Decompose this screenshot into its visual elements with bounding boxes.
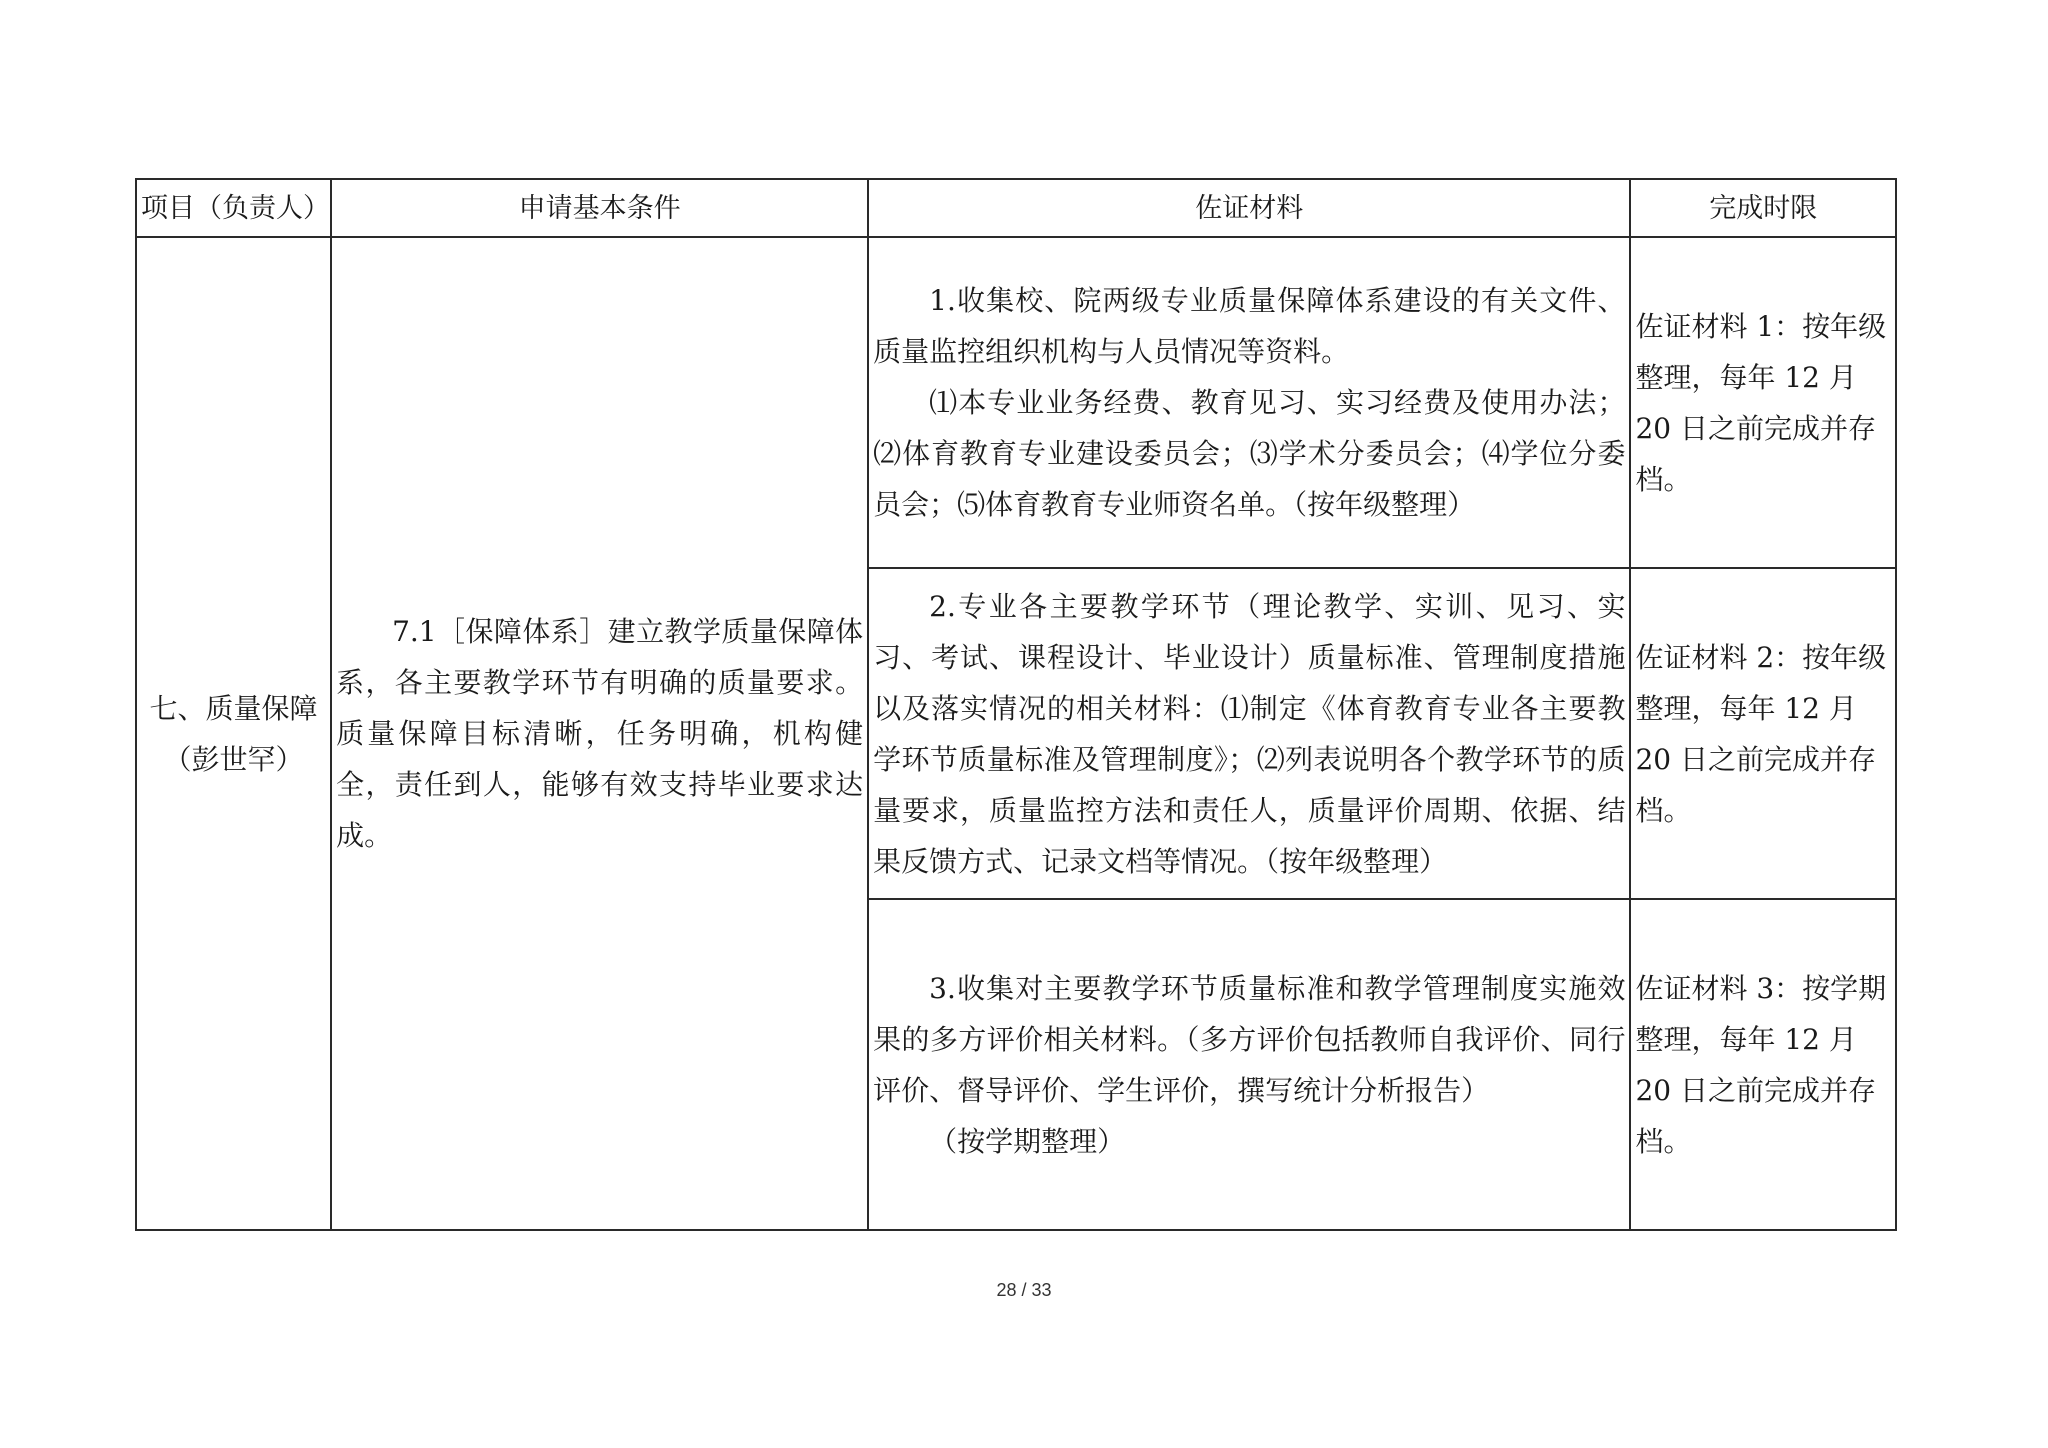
- project-cell: [136, 237, 331, 1230]
- header-condition: 申请基本条件: [331, 179, 868, 237]
- deadline-3-text: 佐证材料 3：按学期整理，每年 12 月 20 日之前完成并存档。: [1635, 971, 1887, 1158]
- evidence-cell-1: [868, 237, 1630, 568]
- evidence-1-detail: ⑴本专业业务经费、教育见习、实习经费及使用办法；⑵体育教育专业建设委员会；⑶学术分委员会；⑷学位分委员会；⑸体育教育专业师资名单。（按年级整理）: [873, 386, 1626, 521]
- evidence-1-intro: 1.收集校、院两级专业质量保障体系建设的有关文件、质量监控组织机构与人员情况等资料。: [873, 284, 1626, 368]
- header-deadline: 完成时限: [1630, 179, 1896, 237]
- quality-assurance-table: [135, 178, 1897, 1231]
- deadline-cell-2: [1630, 568, 1896, 899]
- deadline-cell-1: [1630, 237, 1896, 568]
- table-header-row: [136, 179, 1896, 237]
- condition-text: 7.1［保障体系］建立教学质量保障体系，各主要教学环节有明确的质量要求。质量保障目标清晰，任务明确，机构健全，责任到人，能够有效支持毕业要求达成。: [336, 615, 864, 852]
- deadline-1-text: 佐证材料 1：按年级整理，每年 12 月 20 日之前完成并存档。: [1635, 309, 1887, 496]
- deadline-cell-3: [1630, 899, 1896, 1230]
- evidence-cell-3: [868, 899, 1630, 1230]
- evidence-cell-2: [868, 568, 1630, 899]
- header-project: 项目（负责人）: [136, 179, 331, 237]
- condition-cell: [331, 237, 868, 1230]
- evidence-3-detail: （按学期整理）: [929, 1124, 1126, 1158]
- deadline-2-text: 佐证材料 2：按年级整理，每年 12 月 20 日之前完成并存档。: [1635, 640, 1887, 827]
- table-row: [136, 237, 1896, 568]
- page-number: 28 / 33: [996, 1280, 1052, 1300]
- project-name: 七、质量保障: [149, 691, 318, 725]
- evidence-3-intro: 3.收集对主要教学环节质量标准和教学管理制度实施效果的多方评价相关材料。（多方评价包括教师自我评价、同行评价、督导评价、学生评价，撰写统计分析报告）: [873, 971, 1626, 1107]
- header-evidence: 佐证材料: [868, 179, 1630, 237]
- evidence-2-intro: 2.专业各主要教学环节（理论教学、实训、见习、实习、考试、课程设计、毕业设计）质量标准、管理制度措施以及落实情况的相关材料：⑴制定《体育教育专业各主要教学环节质量标准及管理制度》；⑵列表说明各个教学环节的质量要求，质量监控方法和责任人，质量评价周期、依据、结果反馈方式、记录文档等情况。（按年级整理）: [873, 589, 1626, 878]
- project-owner: （彭世罕）: [163, 742, 304, 776]
